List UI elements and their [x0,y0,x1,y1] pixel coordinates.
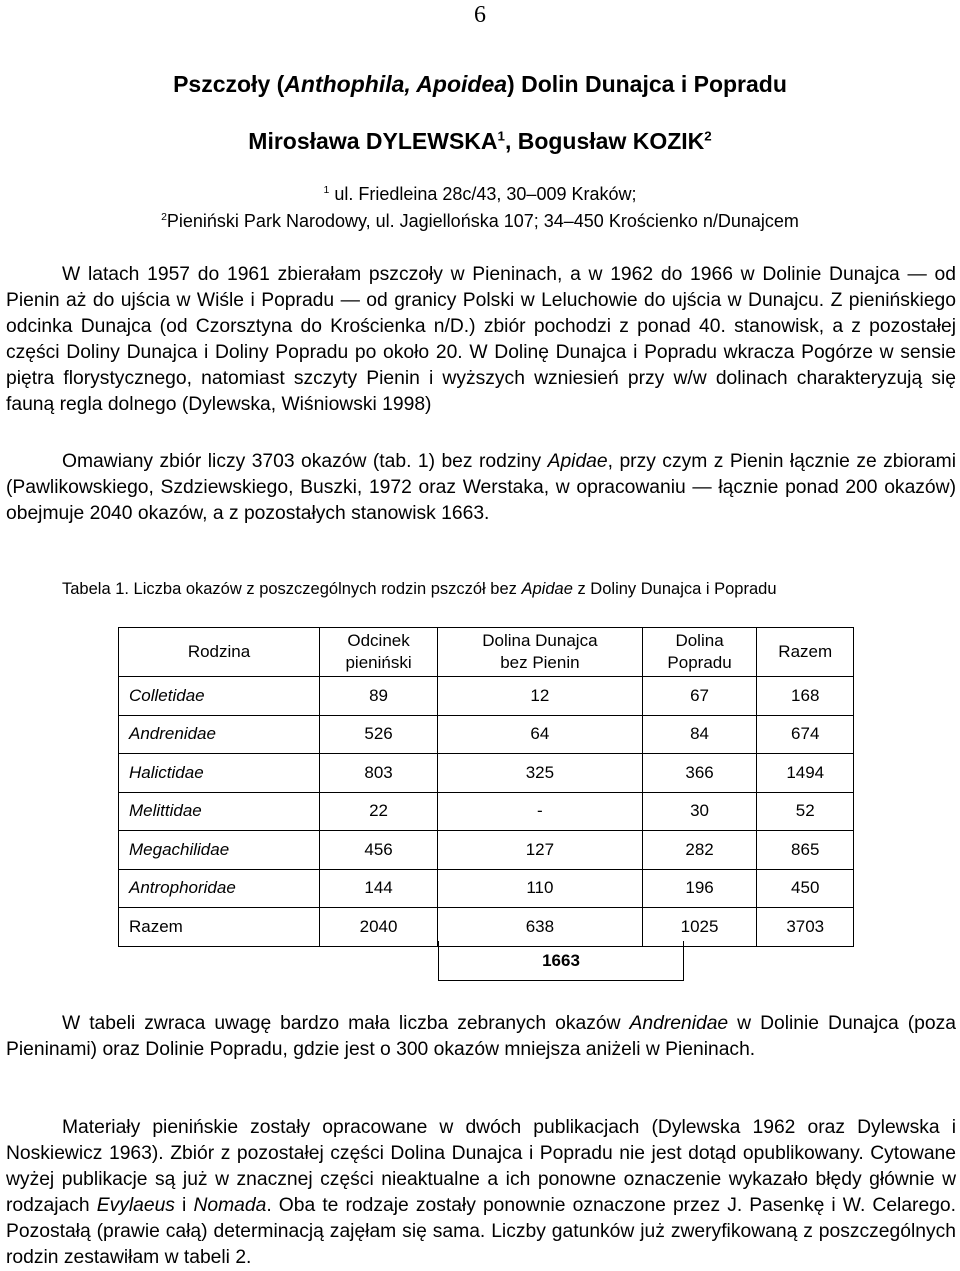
total-pienin: 2040 [320,908,438,947]
count-total: 450 [757,869,854,908]
genus-evylaeus: Evylaeus [96,1195,175,1216]
header-dolina-dunajca [438,628,643,677]
title-suffix: ) Dolin Dunajca i Popradu [507,71,787,97]
count-pienin: 144 [320,869,438,908]
table-caption-italic: Apidae [521,580,573,598]
paragraph-andrenidae [6,1011,956,1063]
table-row [119,754,854,793]
header-line-1: Dolina [675,631,724,650]
count-total: 674 [757,715,854,754]
table-row [119,715,854,754]
paragraph-materials [6,1115,956,1271]
count-pienin: 456 [320,831,438,870]
count-poprad: 84 [642,715,757,754]
table-row [119,869,854,908]
paragraph-collection [6,449,956,527]
table-row [119,677,854,716]
count-poprad: 366 [642,754,757,793]
count-dunajec: 127 [438,831,643,870]
count-poprad: 196 [642,869,757,908]
header-odcinek-pieninski [320,628,438,677]
paragraph-intro-text: W latach 1957 do 1961 zbierałam pszczoły w Pieninach, a w 1962 do 1966 w Dolinie Dunajca — od Pienin aż do ujścia w Wiśle i Popradu — od granicy Polski w Leluchowie do ujścia w Dunajcu. Z pienińskiego odcinka Dunajca (od Czorsztyna do Krościenka n/D.) zbiór pochodzi z ponad 40. stanowisk, a z pozostałej części Doliny Dunajca i Doliny Popradu po około 20. W Dolinę Dunajca i Popradu wkracza Pogórze w sensie piętra florystycznego, natomiast szczyty Pienin i wyższych wzniesień przy w/w dolinach charakteryzują się fauną regla dolnego (Dylewska, Wiśniowski 1998) [6,264,956,415]
count-total: 865 [757,831,854,870]
count-dunajec: - [438,792,643,831]
family-andrenidae: Andrenidae [629,1013,729,1034]
count-total: 1494 [757,754,854,793]
family-apidae: Apidae [547,451,608,472]
header-rodzina [119,628,320,677]
specimen-count-table [118,627,854,947]
total-overall: 3703 [757,908,854,947]
paragraph-intro [6,262,956,418]
paragraph-materials-text-1: Materiały pienińskie zostały opracowane w dwóch publikacjach (Dylewska 1962 oraz Dylewska i Noskiewicz 1963). Zbiór z pozostałej części Dolina Dunajca i Popradu nie jest dotąd opublikowany. Cytowane wyżej publikacje są już w znacznej części nieaktualne a ich ponowne oznaczenie wykazało błędy głównie w rodzajach [6,1117,956,1216]
count-total: 168 [757,677,854,716]
table-outside-pieniny-total [438,941,684,981]
paper-title [0,71,960,98]
count-total: 52 [757,792,854,831]
table-header-row [119,628,854,677]
outside-pieniny-total-value: 1663 [542,951,580,970]
affiliation-2-text: Pieniński Park Narodowy, ul. Jagiellońska 107; 34–450 Krościenko n/Dunajcem [166,211,799,231]
affiliation-1-text: ul. Friedleina 28c/43, 30–009 Kraków; [329,184,637,204]
author-separator: , [504,128,518,154]
count-poprad: 67 [642,677,757,716]
author-2-affiliation-marker: 2 [704,128,712,144]
family-name: Antrophoridae [119,869,320,908]
family-name: Megachilidae [119,831,320,870]
header-line-2: pieniński [345,653,412,672]
paragraph-materials-text-3: . Oba te rodzaje zostały ponownie oznaczone przez J. Pasenkę i W. Celarego. Pozostałą (prawie całą) determinacją zajęłam się sama. Liczby gatunków już zweryfikowaną z poszczególnych rodzin zestawiłam w tabeli 2. [6,1195,956,1268]
count-pienin: 526 [320,715,438,754]
table-caption [62,580,952,599]
affiliation-1-marker: 1 [323,185,330,196]
paragraph-andrenidae-text-2: w Dolinie Dunajca (poza Pieninami) oraz Dolinie Popradu, gdzie jest o 300 okazów mniejsza aniżeli w Pieninach. [6,1013,956,1060]
author-2: Bogusław KOZIK [517,128,705,154]
header-dolina-popradu [642,628,757,677]
table-row [119,831,854,870]
count-pienin: 22 [320,792,438,831]
count-dunajec: 12 [438,677,643,716]
family-name: Melittidae [119,792,320,831]
paragraph-collection-text-2: , przy czym z Pienin łącznie ze zbiorami (Pawlikowskiego, Szdziewskiego, Buszki, 1972 oraz Werstaka, w opracowaniu — łącznie ponad 200 okazów) obejmuje 2040 okazów, a z pozostałych stanowisk 1663. [6,451,956,524]
family-name: Halictidae [119,754,320,793]
family-name: Colletidae [119,677,320,716]
author-1: Mirosława DYLEWSKA [248,128,498,154]
page-number: 6 [474,2,486,28]
count-pienin: 89 [320,677,438,716]
paragraph-andrenidae-text-1: W tabeli zwraca uwagę bardzo mała liczba zebranych okazów [62,1013,630,1034]
header-rodzina-text: Rodzina [187,642,251,661]
paragraph-materials-text-2: i [174,1195,194,1216]
table-caption-label: Tabela 1. [62,580,129,598]
header-razem [757,628,854,677]
count-poprad: 30 [642,792,757,831]
author-line [0,128,960,155]
table-row [119,792,854,831]
header-line-2: Popradu [667,653,732,672]
table-caption-text-2: z Doliny Dunajca i Popradu [572,580,777,598]
header-line-1: Dolina Dunajca [482,631,598,650]
paragraph-collection-text-1: Omawiany zbiór liczy 3703 okazów (tab. 1) bez rodziny [62,451,548,472]
count-dunajec: 325 [438,754,643,793]
count-dunajec: 64 [438,715,643,754]
header-line-2: bez Pienin [500,653,580,672]
affiliation-2 [0,211,960,232]
total-dunajec: 638 [438,908,643,947]
family-name: Andrenidae [119,715,320,754]
title-prefix: Pszczoły ( [173,71,285,97]
total-label: Razem [119,908,320,947]
total-poprad: 1025 [642,908,757,947]
header-razem-text: Razem [778,642,833,661]
table-caption-text-1: Liczba okazów z poszczególnych rodzin pszczół bez [128,580,522,598]
affiliation-1 [0,184,960,205]
count-dunajec: 110 [438,869,643,908]
header-line-1: Odcinek [347,631,410,650]
count-pienin: 803 [320,754,438,793]
author-1-affiliation-marker: 1 [497,128,505,144]
count-poprad: 282 [642,831,757,870]
affiliation-2-marker: 2 [161,212,167,223]
title-latin-names: Anthophila, Apoidea [284,71,508,97]
genus-nomada: Nomada [193,1195,267,1216]
